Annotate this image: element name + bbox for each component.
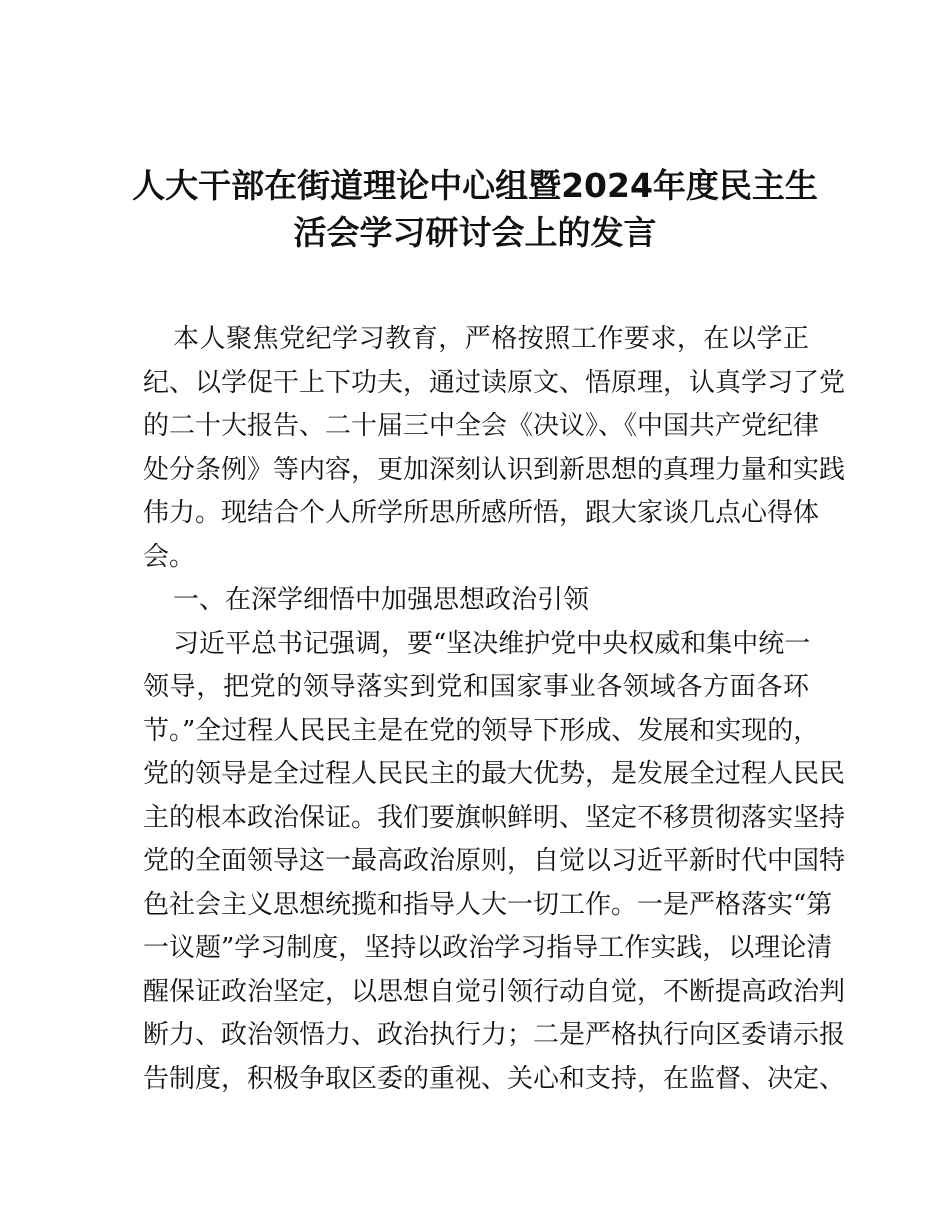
document-title	[130, 162, 820, 256]
text-line: 纪、以学促干上下功夫，通过读原文、悟原理，认真学习了党	[143, 367, 846, 398]
text-line: 领导，把党的领导落实到党和国家事业各领域各方面各环	[143, 672, 809, 702]
text-line: 会。	[143, 541, 196, 572]
text-line: 一议题”学习制度，坚持以政治学习指导工作实践，以理论清	[143, 933, 833, 963]
text-line: 断力、政治领悟力、政治执行力；二是严格执行向区委请示报	[143, 1020, 846, 1050]
text-line: 告制度，积极争取区委的重视、关心和支持，在监督、决定、	[143, 1063, 846, 1094]
text-line: 习近平总书记强调，要“坚决维护党中央权威和集中统一	[173, 628, 811, 659]
text-line: 伟力。现结合个人所学所思所感所悟，跟大家谈几点心得体	[143, 498, 820, 528]
title-line-1: 人大干部在街道理论中心组暨2024年度民主生	[132, 166, 818, 205]
text-line: 本人聚焦党纪学习教育，严格按照工作要求，在以学正	[173, 324, 809, 354]
text-line: 党的全面领导这一最高政治原则，自觉以习近平新时代中国特	[143, 846, 846, 876]
text-line: 醒保证政治坚定，以思想自觉引领行动自觉，不断提高政治判	[143, 976, 846, 1007]
text-line: 节。”全过程人民民主是在党的领导下形成、发展和实现的，	[143, 715, 820, 746]
section-paragraph	[143, 623, 846, 1102]
text-line: 主的根本政治保证。我们要旗帜鲜明、坚定不移贯彻落实坚持	[143, 802, 846, 833]
text-line: 处分条例》等内容，更加深刻认识到新思想的真理力量和实践	[143, 454, 846, 485]
intro-paragraph	[143, 318, 846, 579]
text-line: 党的领导是全过程人民民主的最大优势，是发展全过程人民民	[143, 759, 846, 789]
text-line: 色社会主义思想统揽和指导人大一切工作。一是严格落实“第	[143, 889, 833, 920]
document-body	[143, 318, 846, 1101]
text-line: 的二十大报告、二十届三中全会《决议》、《中国共产党纪律	[143, 411, 820, 441]
title-line-2: 活会学习研讨会上的发言	[293, 213, 657, 252]
section-heading: 一、在深学细悟中加强思想政治引领	[173, 585, 590, 615]
